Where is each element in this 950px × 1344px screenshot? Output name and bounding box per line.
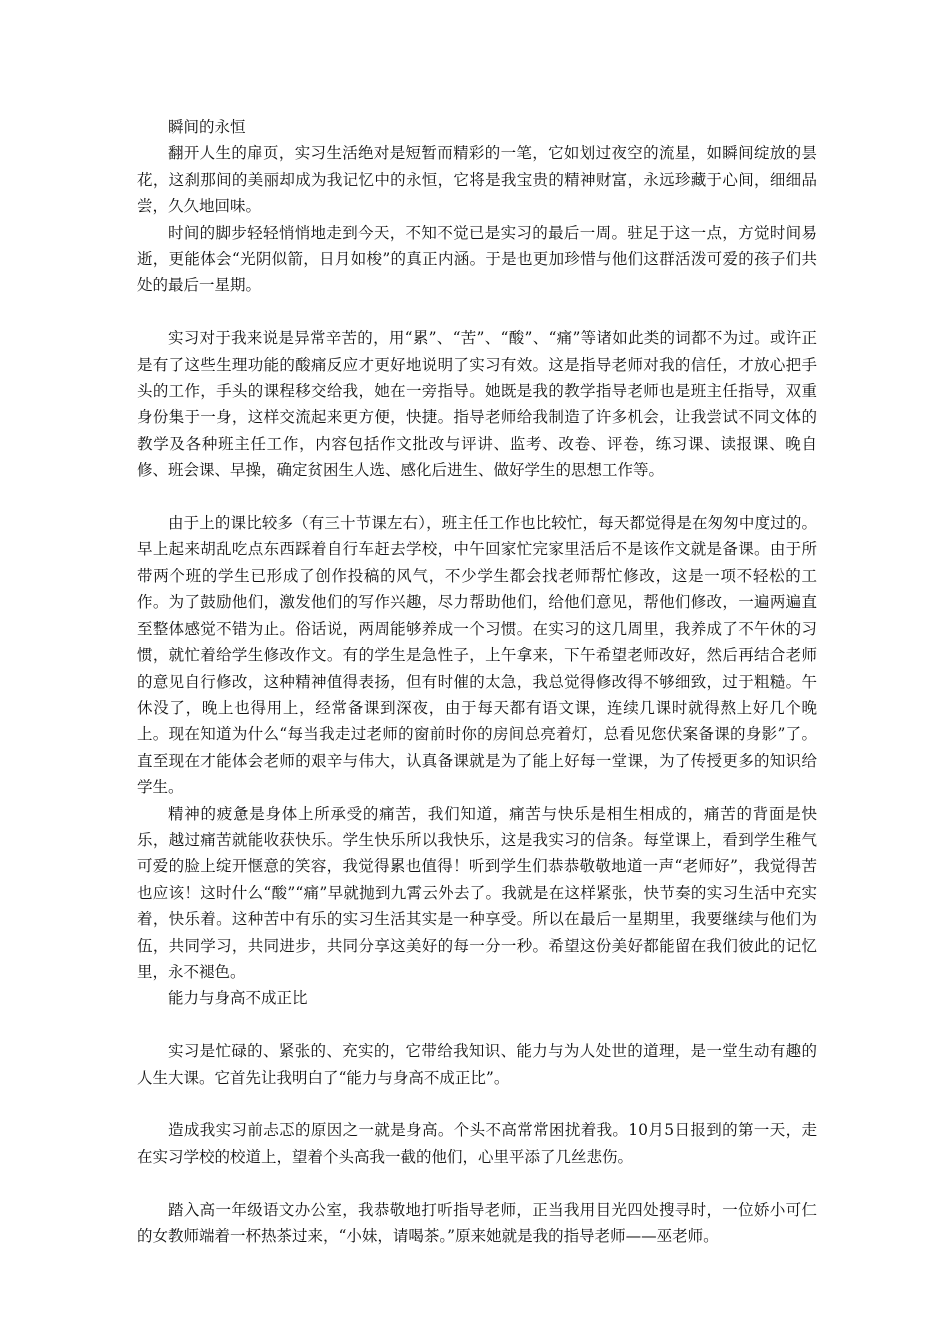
paragraph-spacer	[137, 1012, 817, 1038]
paragraph: 能力与身高不成正比	[168, 989, 308, 1008]
paragraph: 时间的脚步轻轻悄悄地走到今天，不知不觉已是实习的最后一周。驻足于这一点，方觉时间易逝，更能体会“光阴似箭，日月如梭”的真正内涵。于是也更加珍惜与他们这群活泼可爱的孩子们共处的最后一星期。	[137, 223, 817, 295]
paragraph: 实习对于我来说是异常辛苦的，用“累”、“苦”、“酸”、“痛”等诸如此类的词都不为过。或许正是有了这些生理功能的酸痛反应才更好地说明了实习有效。这是指导老师对我的信任，才放心把手头的工作，手头的课程移交给我，她在一旁指导。她既是我的教学指导老师也是班主任指导，双重身份集于一身，这样交流起来更方便，快捷。指导老师给我制造了许多机会，让我尝试不同文体的教学及各种班主任工作，内容包括作文批改与评讲、监考、改卷、评卷，练习课、读报课、晚自修、班会课、早操，确定贫困生人选、感化后进生、做好学生的思想工作等。	[137, 329, 817, 480]
document-body	[137, 114, 817, 1249]
paragraph: 踏入高一年级语文办公室，我恭敬地打听指导老师，正当我用目光四处搜寻时，一位娇小可仁的女教师端着一杯热茶过来，“小妹，请喝茶。”原来她就是我的指导老师——巫老师。	[137, 1200, 817, 1245]
paragraph: 造成我实习前忐忑的原因之一就是身高。个头不高常常困扰着我。10月5日报到的第一天，走在实习学校的校道上，望着个头高我一截的他们，心里平添了几丝悲伤。	[137, 1121, 817, 1166]
paragraph-spacer	[137, 484, 817, 510]
paragraph: 翻开人生的扉页，实习生活绝对是短暂而精彩的一笔，它如划过夜空的流星，如瞬间绽放的昙花，这刹那间的美丽却成为我记忆中的永恒，它将是我宝贵的精神财富，永远珍藏于心间，细细品尝，久久地回味。	[137, 144, 817, 216]
paragraph-spacer	[137, 1091, 817, 1117]
paragraph: 精神的疲惫是身体上所承受的痛苦，我们知道，痛苦与快乐是相生相成的，痛苦的背面是快乐，越过痛苦就能收获快乐。学生快乐所以我快乐，这是我实习的信条。每堂课上，看到学生稚气可爱的脸上绽开惬意的笑容，我觉得累也值得！听到学生们恭恭敬敬地道一声“老师好”，我觉得苦也应该！这时什么“酸”“痛”早就抛到九霄云外去了。我就是在这样紧张，快节奏的实习生活中充实着，快乐着。这种苦中有乐的实习生活其实是一种享受。所以在最后一星期里，我要继续与他们为伍，共同学习，共同进步，共同分享这美好的每一分一秒。希望这份美好都能留在我们彼此的记忆里，永不褪色。	[137, 804, 817, 981]
paragraph-spacer	[137, 299, 817, 325]
paragraph: 实习是忙碌的、紧张的、充实的，它带给我知识、能力与为人处世的道理，是一堂生动有趣的人生大课。它首先让我明白了“能力与身高不成正比”。	[137, 1042, 817, 1087]
paragraph: 瞬间的永恒	[168, 118, 246, 136]
paragraph-spacer	[137, 1170, 817, 1196]
paragraph: 由于上的课比较多（有三十节课左右），班主任工作也比较忙，每天都觉得是在匆匆中度过的。早上起来胡乱吃点东西踩着自行车赶去学校，中午回家忙完家里活后不是该作文就是备课。由于所带两个班的学生已形成了创作投稿的风气，不少学生都会找老师帮忙修改，这是一项不轻松的工作。为了鼓励他们，激发他们的写作兴趣，尽力帮助他们，给他们意见，帮他们修改，一遍两遍直至整体感觉不错为止。俗话说，两周能够养成一个习惯。在实习的这几周里，我养成了不午休的习惯，就忙着给学生修改作文。有的学生是急性子，上午拿来，下午希望老师改好，然后再结合老师的意见自行修改，这种精神值得表扬，但有时催的太急，我总觉得修改得不够细致，过于粗糙。午休没了，晚上也得用上，经常备课到深夜，由于每天都有语文课，连续几课时就得熬上好几个晚上。现在知道为什么“每当我走过老师的窗前时你的房间总亮着灯，总看见您伏案备课的身影”了。直至现在才能体会老师的艰辛与伟大，认真备课就是为了能上好每一堂课，为了传授更多的知识给学生。	[137, 514, 817, 797]
